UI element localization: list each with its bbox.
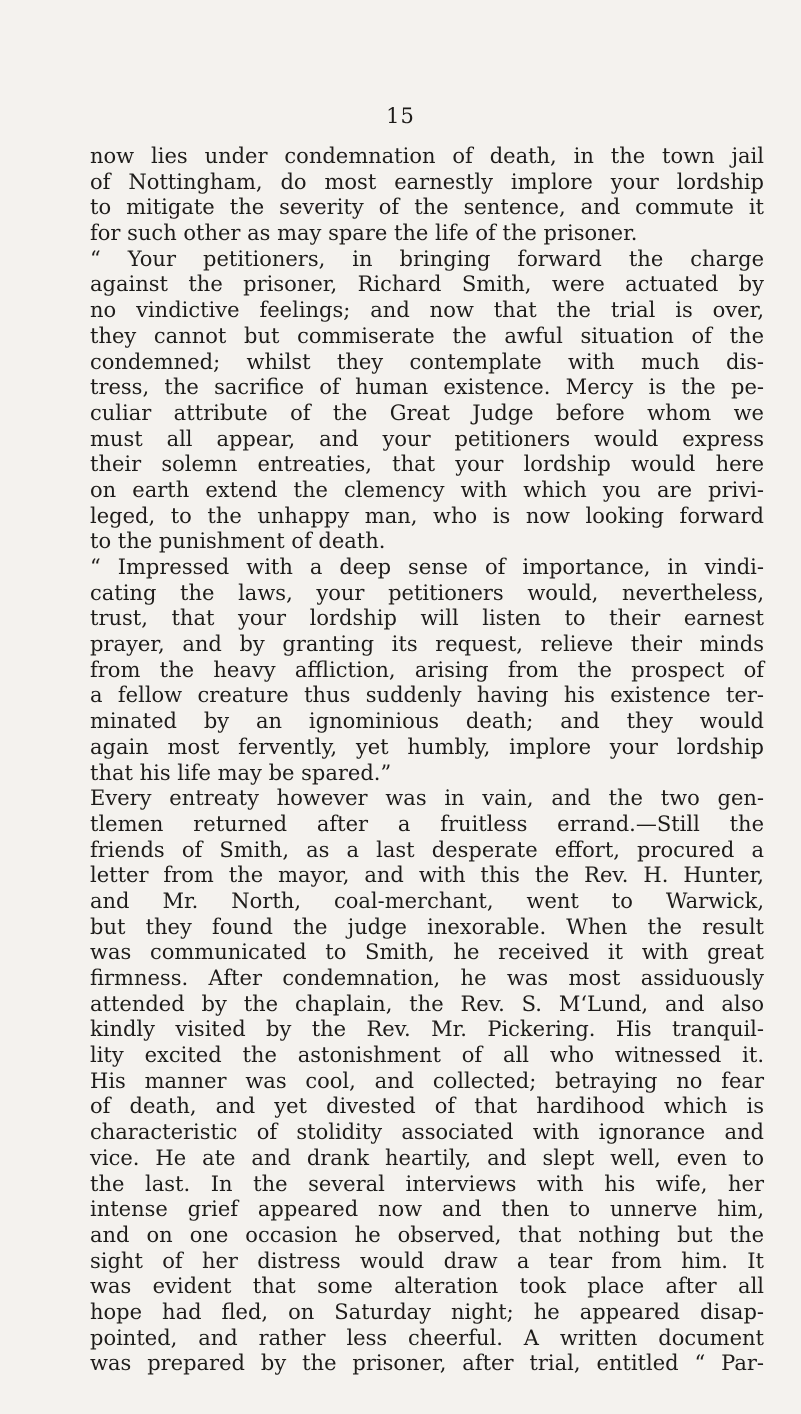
text-line: they cannot but commiserate the awful situation of the xyxy=(90,323,764,348)
text-line: tress, the sacrifice of human existence. Mercy is the pe- xyxy=(90,375,764,400)
text-line: hope had fled, on Saturday night; he appeared disap- xyxy=(90,1299,764,1324)
text-line: was prepared by the prisoner, after trial, entitled “ Par- xyxy=(90,1351,764,1376)
text-line: no vindictive feelings; and now that the trial is over, xyxy=(90,298,764,323)
text-line: a fellow creature thus suddenly having his existence ter- xyxy=(90,683,764,708)
text-line: against the prisoner, Richard Smith, were actuated by xyxy=(90,272,764,297)
text-line: their solemn entreaties, that your lordship would here xyxy=(90,452,764,477)
text-line: Every entreaty however was in vain, and the two gen- xyxy=(90,786,764,811)
text-line: must all appear, and your petitioners would express xyxy=(90,426,764,451)
text-line: vice. He ate and drank heartily, and slept well, even to xyxy=(90,1145,764,1170)
text-line: pointed, and rather less cheerful. A written document xyxy=(90,1325,764,1350)
text-line: leged, to the unhappy man, who is now looking forward xyxy=(90,503,764,528)
text-line: and on one occasion he observed, that nothing but the xyxy=(90,1222,764,1247)
text-line: from the heavy affliction, arising from the prospect of xyxy=(90,657,764,682)
text-line: firmness. After condemnation, he was most assiduously xyxy=(90,966,764,990)
text-line: sight of her distress would draw a tear from him. It xyxy=(90,1248,764,1273)
text-line: “ Your petitioners, in bringing forward the charge xyxy=(90,246,764,271)
text-line: the last. In the several interviews with his wife, her xyxy=(90,1171,764,1196)
text-line: letter from the mayor, and with this the Rev. H. Hunter, xyxy=(90,863,764,888)
text-line: on earth extend the clemency with which you are privi- xyxy=(90,477,764,502)
text-line: for such other as may spare the life of the prisoner. xyxy=(90,221,638,246)
text-line: intense grief appeared now and then to unnerve him, xyxy=(90,1197,764,1222)
text-line: that his life may be spared.” xyxy=(90,760,392,785)
text-line: but they found the judge inexorable. When the result xyxy=(90,914,764,939)
text-line: prayer, and by granting its request, relieve their minds xyxy=(90,632,764,657)
text-line: His manner was cool, and collected; betraying no fear xyxy=(90,1068,764,1093)
text-line: of death, and yet divested of that hardihood which is xyxy=(90,1094,764,1119)
text-line: minated by an ignominious death; and they would xyxy=(90,709,764,734)
text-line: tlemen returned after a fruitless errand.—Still the xyxy=(90,811,764,836)
text-line: condemned; whilst they contemplate with much dis- xyxy=(90,349,764,374)
text-line: kindly visited by the Rev. Mr. Pickering. His tranquil- xyxy=(90,1017,764,1042)
body-text xyxy=(90,144,764,1377)
text-line: friends of Smith, as a last desperate effort, procured a xyxy=(90,837,764,862)
text-line: “ Impressed with a deep sense of importance, in vindi- xyxy=(90,555,764,579)
text-line: culiar attribute of the Great Judge before whom we xyxy=(90,400,764,425)
text-line: was communicated to Smith, he received it with great xyxy=(90,940,764,965)
text-line: characteristic of stolidity associated with ignorance and xyxy=(90,1120,764,1145)
text-line: again most fervently, yet humbly, implore your lordship xyxy=(90,734,764,759)
text-line: to mitigate the severity of the sentence, and commute it xyxy=(90,195,764,220)
text-line: lity excited the astonishment of all who witnessed it. xyxy=(90,1043,764,1068)
text-line: cating the laws, your petitioners would, nevertheless, xyxy=(90,580,764,605)
text-line: trust, that your lordship will listen to their earnest xyxy=(90,606,764,631)
text-line: to the punishment of death. xyxy=(90,529,386,554)
text-line: of Nottingham, do most earnestly implore your lordship xyxy=(90,169,764,194)
text-line: now lies under condemnation of death, in the town jail xyxy=(90,144,764,168)
page-number: 15 xyxy=(386,104,415,128)
text-line: and Mr. North, coal-merchant, went to Warwick, xyxy=(90,888,764,913)
text-line: was evident that some alteration took place after all xyxy=(90,1274,764,1299)
text-line: attended by the chaplain, the Rev. S. M‘Lund, and also xyxy=(90,991,764,1016)
